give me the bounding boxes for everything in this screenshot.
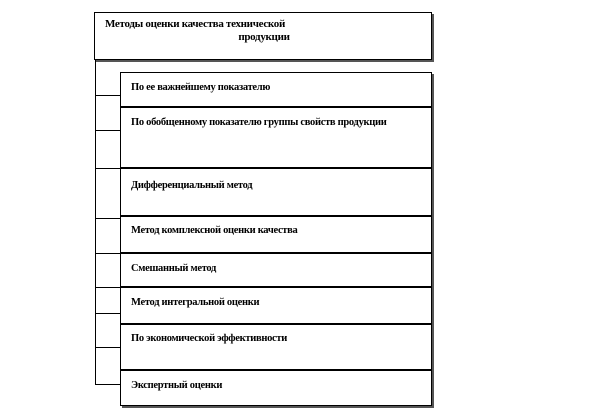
connector-tick	[95, 287, 120, 288]
method-box-generalized-indicator: По обобщенному показателю группы свойств продукции	[120, 107, 432, 168]
method-box-economic-efficiency: По экономической эффективности	[120, 324, 432, 370]
diagram-title-line-2: продукции	[238, 31, 290, 43]
connector-tick	[95, 218, 120, 219]
method-box-integral: Метод интегральной оценки	[120, 287, 432, 324]
connector-tick	[95, 384, 120, 385]
connector-tick	[95, 347, 120, 348]
connector-tick	[95, 95, 120, 96]
method-box-differential: Дифференциальный метод	[120, 168, 432, 216]
diagram-title-box	[94, 12, 432, 60]
method-box-complex-evaluation: Метод комплексной оценки качества	[120, 216, 432, 253]
method-box-mixed: Смешанный метод	[120, 253, 432, 287]
method-box-key-indicator: По ее важнейшему показателю	[120, 72, 432, 107]
connector-spine	[95, 60, 96, 384]
connector-tick	[95, 130, 120, 131]
connector-tick	[95, 313, 120, 314]
connector-tick	[95, 168, 120, 169]
method-box-expert: Экспертный оценки	[120, 370, 432, 406]
diagram-title-line-1: Методы оценки качества технической	[105, 18, 286, 30]
connector-tick	[95, 253, 120, 254]
